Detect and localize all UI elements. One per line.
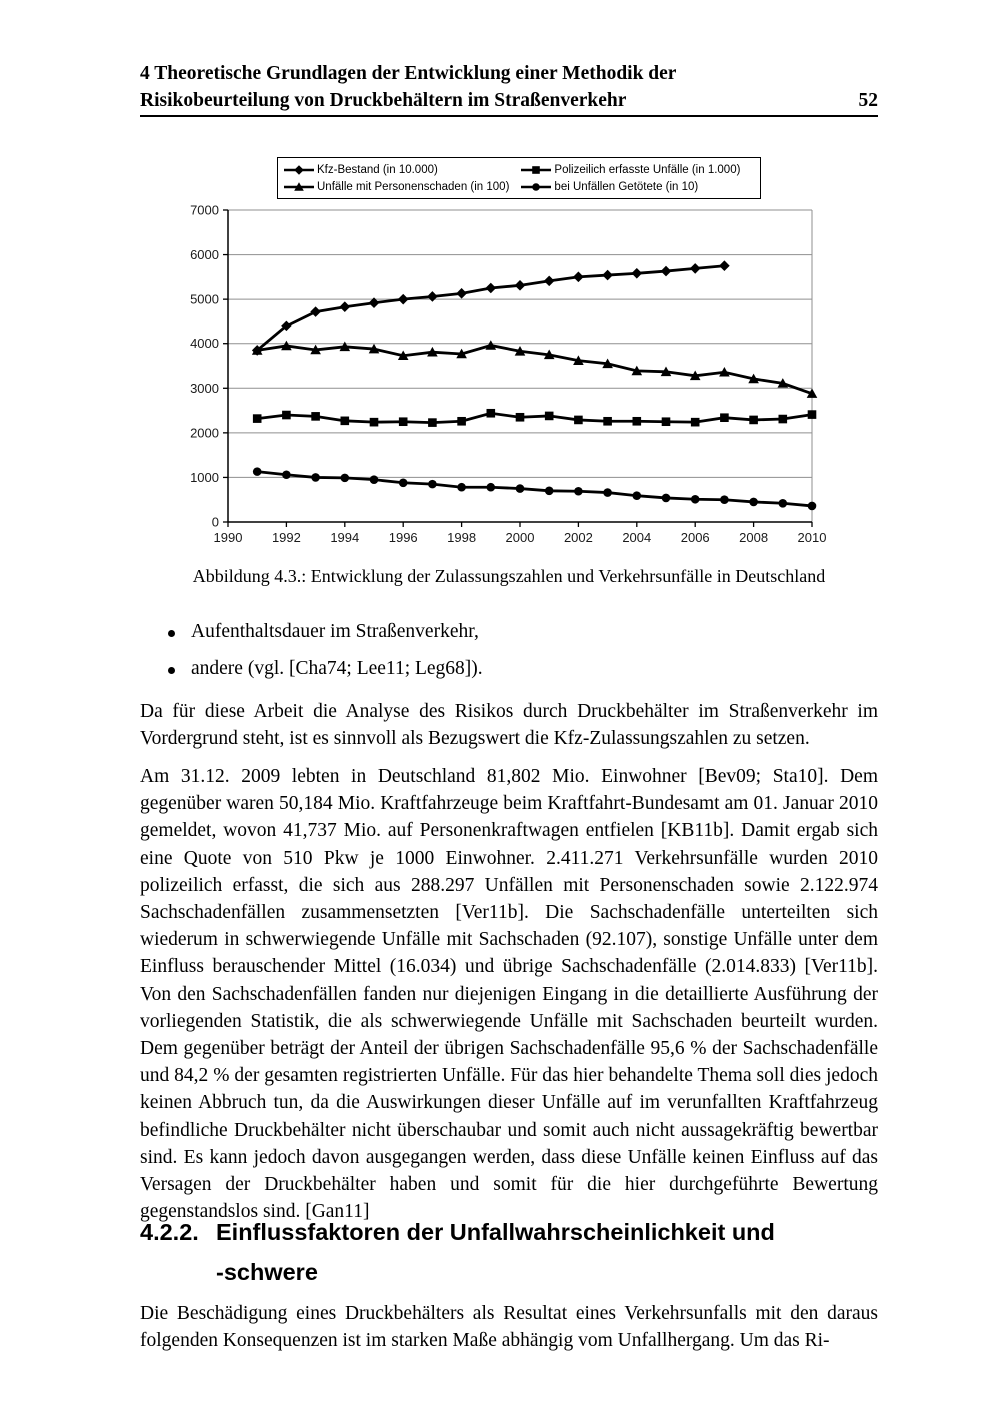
svg-text:1998: 1998: [447, 530, 477, 545]
chapter-header-line2: Risikobeurteilung von Druckbehältern im Straßenverkehr: [140, 90, 627, 111]
header-rule: [140, 115, 878, 117]
svg-text:1000: 1000: [190, 469, 219, 485]
svg-text:4000: 4000: [190, 336, 219, 352]
svg-text:1994: 1994: [330, 530, 360, 545]
svg-text:2004: 2004: [622, 530, 652, 545]
section-title: [216, 1212, 775, 1292]
legend-item: [284, 178, 509, 195]
square-marker-icon: [521, 164, 551, 176]
triangle-marker-icon: [284, 181, 314, 193]
svg-text:7000: 7000: [190, 202, 219, 218]
legend-item: [521, 161, 740, 178]
list-item: [168, 658, 868, 680]
svg-text:1996: 1996: [388, 530, 418, 545]
legend-label: Polizeilich erfasste Unfälle (in 1.000): [554, 163, 741, 176]
svg-text:2002: 2002: [563, 530, 593, 545]
chapter-header-line1: 4 Theoretische Grundlagen der Entwicklung einer Methodik der: [140, 63, 677, 84]
paragraph-1: Da für diese Arbeit die Analyse des Risikos durch Druckbehälter im Straßenverkehr im Vordergrund steht, ist es sinnvoll als Bezugswert die Kfz-Zulassungszahlen zu setzen.: [140, 701, 878, 750]
legend-label: Unfälle mit Personenschaden (in 100): [317, 180, 510, 193]
legend-item: [284, 161, 509, 178]
bullet-icon: [168, 630, 175, 637]
chart-plot: [180, 197, 880, 549]
legend-label: bei Unfällen Getötete (in 10): [554, 180, 699, 193]
section-number: 4.2.2.: [140, 1219, 199, 1245]
section-title-line1: Einflussfaktoren der Unfallwahrscheinlichkeit und: [216, 1219, 775, 1245]
svg-text:1992: 1992: [271, 530, 301, 545]
bullet-icon: [168, 667, 175, 674]
legend-item: [521, 178, 740, 195]
list-item: [168, 621, 868, 643]
svg-text:2010: 2010: [797, 530, 827, 545]
section-heading: [140, 1212, 878, 1292]
section-title-line2: -schwere: [216, 1259, 318, 1285]
diamond-marker-icon: [284, 164, 314, 176]
figure-caption: Abbildung 4.3.: Entwicklung der Zulassungszahlen und Verkehrsunfälle in Deutschland: [192, 566, 826, 586]
svg-text:2000: 2000: [190, 425, 219, 441]
svg-text:3000: 3000: [190, 380, 219, 396]
svg-text:0: 0: [211, 514, 219, 530]
svg-text:6000: 6000: [190, 247, 219, 263]
svg-text:5000: 5000: [190, 291, 219, 307]
circle-marker-icon: [521, 181, 551, 193]
running-header: [140, 60, 878, 114]
svg-text:2008: 2008: [739, 530, 769, 545]
paragraph-2: Am 31.12. 2009 lebten in Deutschland 81,802 Mio. Einwohner [Bev09; Sta10]. Dem gegenüber waren 50,184 Mio. Kraftfahrzeuge beim Kraftfahrt-Bundesamt am 01. Januar 2010 gemeldet, wovon 41,737 Mio. auf Personenkraftwagen entfielen [KB11b]. Damit ergab sich eine Quote von 510 Pkw je 1000 Einwohner. 2.411.271 Verkehrsunfälle wurden 2010 polizeilich erfasst, die sich aus 288.297 Unfällen mit Personenschaden sowie 2.122.974 Sachschadenfällen zusammensetzten [Ver11b]. Die Sachschadenfälle unterteilten sich wiederum in schwerwiegende Unfälle mit Sachschaden (92.107), sonstige Unfälle unter dem Einfluss berauschender Mittel (16.034) und übrige Sachschadenfälle (2.014.833) [Ver11b]. Von den Sachschadenfällen fanden nur diejenigen Eingang in die detaillierte Ausführung der vorliegenden Statistik, die als schwerwiegende Unfälle mit Sachschaden beurteilt wurden. Dem gegenüber beträgt der Anteil der übrigen Sachschadenfälle 95,6 % der Sachschadenfälle und 84,2 % der gesamten registrierten Unfälle. Für das hier behandelte Thema soll dies jedoch keinen Abbruch tun, da die Auswirkungen dieser Unfälle auf im verunfallten Kraftfahrzeug befindliche Druckbehälter nicht überschaubar und somit auch nicht aussagekräftig bewertbar sind. Es kann jedoch davon ausgegangen werden, dass diese Unfälle keinen Einfluss auf das Versagen der Druckbehälter haben und somit für die hier durchgeführte Bewertung gegenstandslos sind. [Gan11]: [140, 766, 878, 1223]
chart-legend: [277, 157, 761, 199]
legend-label: Kfz-Bestand (in 10.000): [317, 163, 438, 176]
svg-text:2006: 2006: [680, 530, 710, 545]
bullet-text: andere (vgl. [Cha74; Lee11; Leg68]).: [191, 658, 483, 679]
bullet-list: [168, 621, 868, 695]
figure-4-3: [180, 155, 880, 555]
svg-text:1990: 1990: [213, 530, 243, 545]
page-number: 52: [858, 90, 878, 111]
paragraph-3: Die Beschädigung eines Druckbehälters als Resultat eines Verkehrsunfalls mit den daraus folgenden Konsequenzen ist im starken Maße abhängig vom Unfallhergang. Um das Ri-: [140, 1303, 878, 1352]
bullet-text: Aufenthaltsdauer im Straßenverkehr,: [191, 621, 479, 642]
svg-text:2000: 2000: [505, 530, 535, 545]
